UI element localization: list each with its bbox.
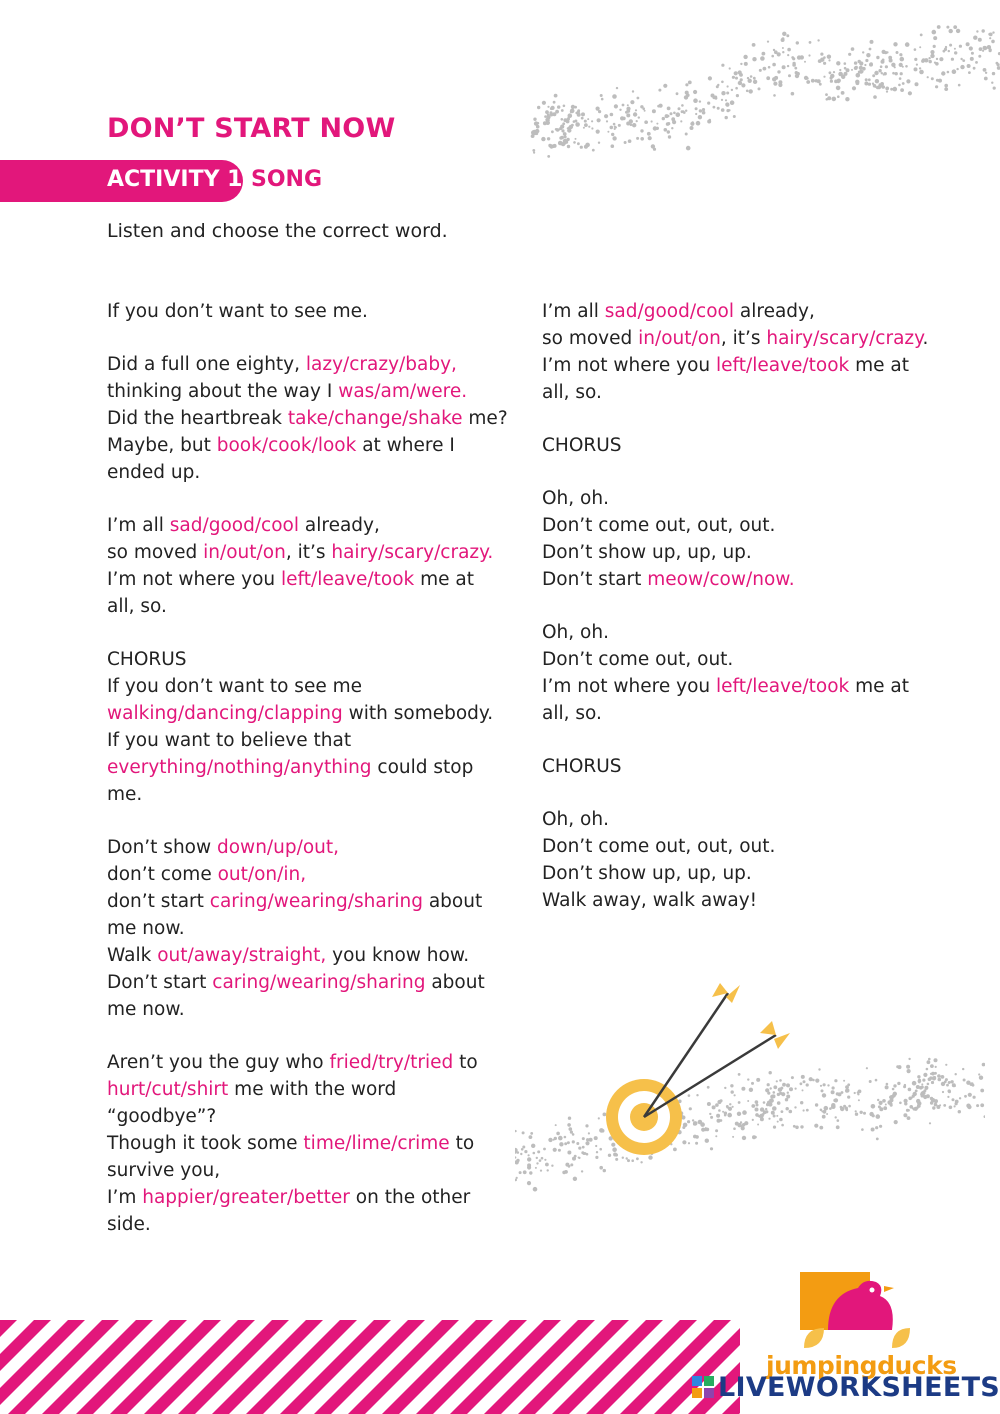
word-choice-option[interactable]: was/am/were. <box>338 381 468 402</box>
lyric-line <box>542 646 962 673</box>
word-choice-option[interactable]: take/change/shake <box>287 408 463 429</box>
lyric-line <box>542 619 962 646</box>
lyric-line <box>542 432 962 459</box>
lyric-text: Oh, oh. <box>542 488 609 509</box>
lyrics-right-column <box>542 298 962 940</box>
lyric-text: me. <box>107 784 143 805</box>
lyric-text: Don’t show up, up, up. <box>542 863 752 884</box>
lyric-stanza <box>542 432 962 459</box>
lyric-line <box>542 806 962 833</box>
word-choice-option[interactable]: walking/dancing/clapping <box>107 703 343 724</box>
lyric-line <box>107 298 527 325</box>
lyric-stanza <box>542 485 962 593</box>
instruction-text: Listen and choose the correct word. <box>107 220 448 242</box>
lyric-text: don’t come <box>107 864 218 885</box>
word-choice-option[interactable]: out/on/in, <box>217 864 307 885</box>
lyric-line <box>107 996 527 1023</box>
lyric-text: to <box>453 1052 478 1073</box>
lyric-line <box>107 378 527 405</box>
lyric-line <box>542 352 962 379</box>
lyric-line <box>107 888 527 915</box>
lyric-stanza <box>542 806 962 914</box>
lyric-text: thinking about the way I <box>107 381 339 402</box>
lyric-text: Walk away, walk away! <box>542 890 758 911</box>
lyric-text: If you want to believe that <box>107 730 352 751</box>
lyric-stanza <box>542 619 962 727</box>
liveworksheets-watermark: LIVEWORKSHEETS <box>718 1372 1000 1403</box>
lyric-stanza <box>542 753 962 780</box>
lyric-text: Don’t show up, up, up. <box>542 542 752 563</box>
lyric-line <box>542 860 962 887</box>
lyric-text: about <box>422 891 483 912</box>
lyric-line <box>107 593 527 620</box>
lyric-line <box>107 1076 527 1103</box>
lyric-stanza <box>107 834 527 1023</box>
lyric-line <box>107 1049 527 1076</box>
lyric-line <box>542 485 962 512</box>
word-choice-option[interactable]: in/out/on <box>638 328 721 349</box>
word-choice-option[interactable]: in/out/on <box>203 542 286 563</box>
brand-name: jumpingducks <box>766 1351 957 1380</box>
target-icon <box>600 975 800 1160</box>
lyric-line <box>107 1130 527 1157</box>
lyric-line <box>107 432 527 459</box>
lyric-line <box>542 673 962 700</box>
word-choice-option[interactable]: left/leave/took <box>281 569 415 590</box>
lyric-text: ended up. <box>107 462 201 483</box>
word-choice-option[interactable]: lazy/crazy/baby, <box>305 354 457 375</box>
lyric-line <box>107 727 527 754</box>
word-choice-option[interactable]: everything/nothing/anything <box>107 757 372 778</box>
lyric-line <box>107 1157 527 1184</box>
lyric-line <box>107 539 527 566</box>
lyric-text: Don’t start <box>107 972 213 993</box>
lyric-line <box>107 646 527 673</box>
lyric-text: Don’t come out, out. <box>542 649 734 670</box>
lyric-line <box>542 700 962 727</box>
lyric-line <box>542 379 962 406</box>
lyric-text: Oh, oh. <box>542 622 609 643</box>
lyric-text: Did the heartbreak <box>107 408 288 429</box>
word-choice-option[interactable]: happier/greater/better <box>142 1187 350 1208</box>
lyric-text: at where I <box>356 435 455 456</box>
lyric-text: I’m all <box>542 301 605 322</box>
page-title: DON’T START NOW <box>107 113 396 144</box>
lyric-stanza <box>107 351 527 486</box>
lyric-line <box>107 1211 527 1238</box>
lyric-line <box>107 915 527 942</box>
word-choice-option[interactable]: left/leave/took <box>716 676 850 697</box>
lyric-line <box>542 566 962 593</box>
word-choice-option[interactable]: sad/good/cool <box>169 515 300 536</box>
lyric-text: Did a full one eighty, <box>107 354 306 375</box>
lyric-line <box>107 1184 527 1211</box>
lyric-text: . <box>922 328 929 349</box>
lyric-line <box>107 969 527 996</box>
word-choice-option[interactable]: fried/try/tried <box>329 1052 454 1073</box>
word-choice-option[interactable]: out/away/straight, <box>157 945 327 966</box>
activity-type: SONG <box>251 167 323 192</box>
lyric-line <box>542 298 962 325</box>
liveworksheets-icon <box>692 1376 714 1398</box>
lyric-text: on the other <box>349 1187 471 1208</box>
lyric-line <box>107 459 527 486</box>
lyric-text: to <box>449 1133 475 1154</box>
lyric-stanza <box>107 646 527 808</box>
lyric-text: already, <box>299 515 380 536</box>
arrow-icon <box>644 1021 790 1117</box>
lyric-stanza <box>542 298 962 406</box>
lyric-line <box>107 673 527 700</box>
lyric-line <box>107 700 527 727</box>
lyric-line <box>542 833 962 860</box>
word-choice-option[interactable]: meow/cow/now. <box>647 569 795 590</box>
word-choice-option[interactable]: book/cook/look <box>216 435 357 456</box>
lyric-line <box>542 325 962 352</box>
word-choice-option[interactable]: time/lime/crime <box>303 1133 450 1154</box>
word-choice-option[interactable]: down/up/out, <box>217 837 340 858</box>
lyric-text: Don’t come out, out, out. <box>542 836 776 857</box>
lyric-text: you know how. <box>326 945 470 966</box>
lyric-line <box>542 539 962 566</box>
lyric-text: If you don’t want to see me <box>107 676 362 697</box>
lyric-line <box>107 1103 527 1130</box>
lyrics-left-column <box>107 298 527 1264</box>
lyric-text: I’m not where you <box>107 569 281 590</box>
lyric-text: “goodbye”? <box>107 1106 217 1127</box>
lyric-line <box>107 942 527 969</box>
lyric-text: me now. <box>107 999 185 1020</box>
lyric-line <box>107 861 527 888</box>
lyric-text: Though it took some <box>107 1133 304 1154</box>
lyric-stanza <box>107 512 527 620</box>
lyric-line <box>107 781 527 808</box>
lyric-text: CHORUS <box>107 649 187 670</box>
word-choice-option[interactable]: hairy/scary/crazy. <box>331 542 494 563</box>
lyric-text: I’m not where you <box>542 355 716 376</box>
lyric-line <box>107 351 527 378</box>
lyric-text: me? <box>462 408 508 429</box>
lyric-text: me with the word <box>228 1079 397 1100</box>
word-choice-option[interactable]: hurt/cut/shirt <box>107 1079 229 1100</box>
lyric-text: If you don’t want to see me. <box>107 301 368 322</box>
lyric-line <box>542 887 962 914</box>
lyric-line <box>542 753 962 780</box>
lyric-text: me at <box>849 355 909 376</box>
decorative-stripes <box>0 1320 740 1414</box>
lyric-text: I’m all <box>107 515 170 536</box>
lyric-text: don’t start <box>107 891 210 912</box>
lyric-text: Oh, oh. <box>542 809 609 830</box>
lyric-text: already, <box>734 301 815 322</box>
lyric-text: all, so. <box>542 382 602 403</box>
lyric-text: all, so. <box>542 703 602 724</box>
lyric-text: with somebody. <box>342 703 494 724</box>
lyric-line <box>107 405 527 432</box>
lyric-text: Walk <box>107 945 158 966</box>
lyric-line <box>107 566 527 593</box>
lyric-line <box>542 512 962 539</box>
word-choice-option[interactable]: caring/wearing/sharing <box>212 972 426 993</box>
lyric-text: side. <box>107 1214 151 1235</box>
duck-logo-icon <box>800 1272 912 1348</box>
lyric-text: Don’t show <box>107 837 217 858</box>
word-choice-option[interactable]: left/leave/took <box>716 355 850 376</box>
lyric-line <box>107 512 527 539</box>
lyric-text: me now. <box>107 918 185 939</box>
lyric-text: Don’t come out, out, out. <box>542 515 776 536</box>
lyric-text: CHORUS <box>542 756 622 777</box>
lyric-text: Maybe, but <box>107 435 217 456</box>
lyric-text: , it’s <box>285 542 332 563</box>
dotted-cloud-icon <box>530 25 1000 185</box>
lyric-text: Don’t start <box>542 569 648 590</box>
lyric-text: me at <box>849 676 909 697</box>
lyric-line <box>107 834 527 861</box>
lyric-stanza <box>107 1049 527 1238</box>
lyric-text: all, so. <box>107 596 167 617</box>
lyric-line <box>107 754 527 781</box>
lyric-text: could stop <box>371 757 474 778</box>
word-choice-option[interactable]: caring/wearing/sharing <box>209 891 423 912</box>
lyric-stanza <box>107 298 527 325</box>
lyric-text: , it’s <box>720 328 767 349</box>
lyric-text: I’m not where you <box>542 676 716 697</box>
lyric-text: so moved <box>542 328 639 349</box>
activity-label: ACTIVITY 1 <box>107 167 243 192</box>
lyric-text: survive you, <box>107 1160 221 1181</box>
lyric-text: CHORUS <box>542 435 622 456</box>
word-choice-option[interactable]: hairy/scary/crazy <box>766 328 923 349</box>
lyric-text: Aren’t you the guy who <box>107 1052 330 1073</box>
arrow-icon <box>644 983 740 1117</box>
word-choice-option[interactable]: sad/good/cool <box>604 301 735 322</box>
lyric-text: so moved <box>107 542 204 563</box>
lyric-text: I’m <box>107 1187 143 1208</box>
lyric-text: about <box>425 972 485 993</box>
lyric-text: me at <box>414 569 474 590</box>
